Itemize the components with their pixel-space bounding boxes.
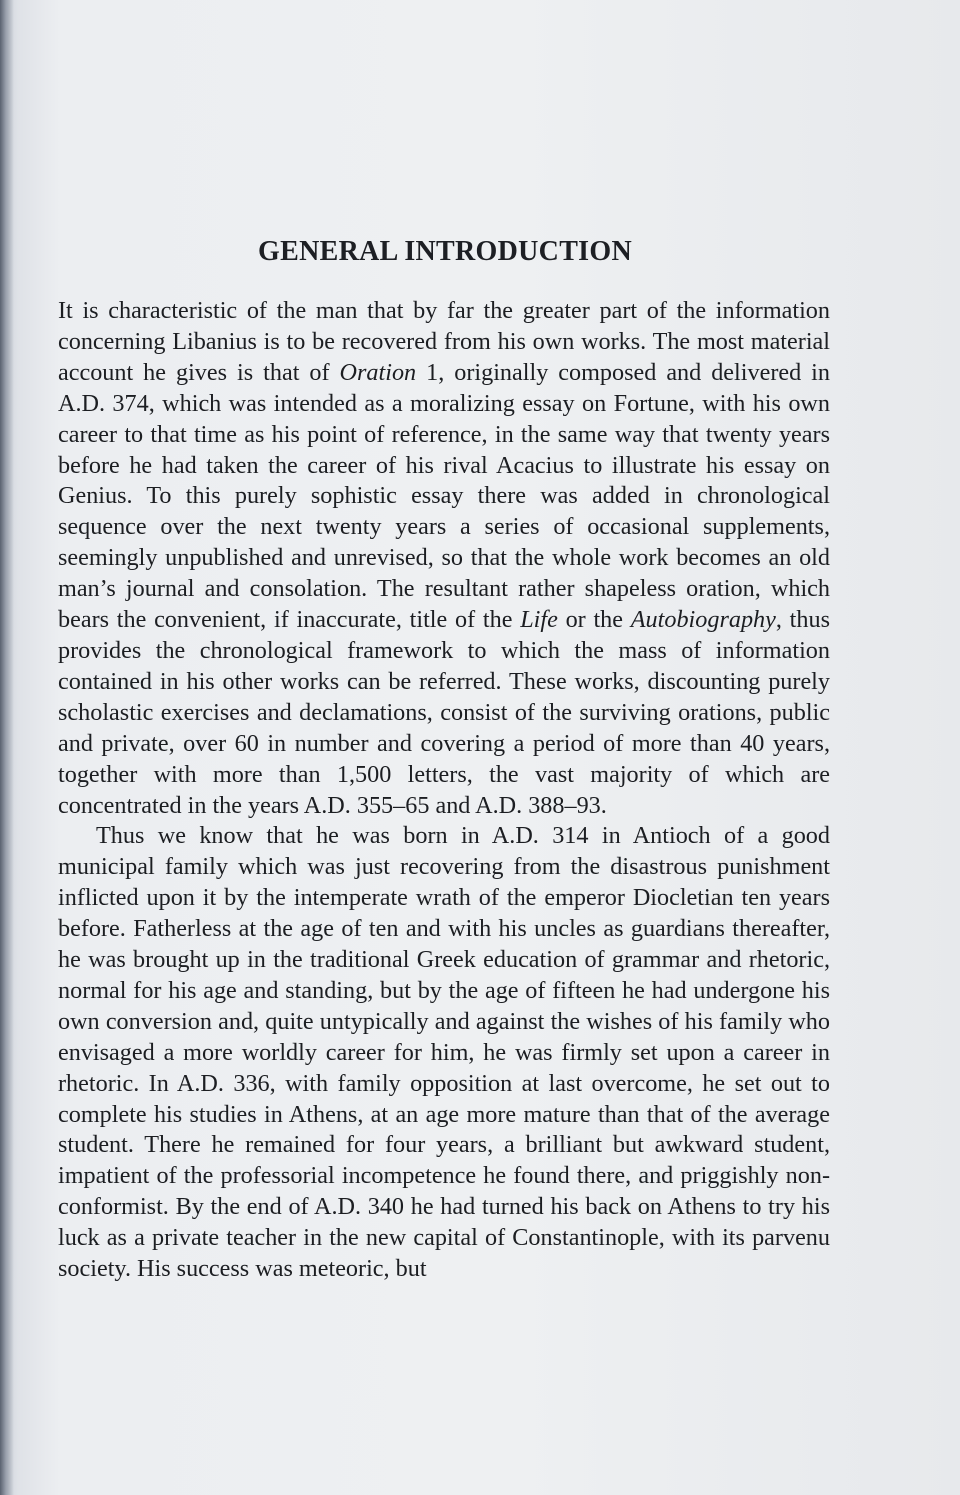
paragraph-1-text: 1, originally composed and delivered in A.D. 374, which was intended as a moralizing essay on Fortune, with his own career to that time as his point of reference, in the same way that twenty years before he had taken the career of his rival Acacius to illustrate his essay on Genius. To this purely sophistic essay there was added in chronological sequence over the next twenty years a series of occasional supplements, seemingly unpublished and unrevised, so that the whole work becomes an old man’s journal and consolation. The resultant rather shapeless oration, which bears the convenient, if inaccurate, title of the — [58, 358, 830, 634]
book-spine-shadow — [0, 0, 14, 1495]
title-life: Life — [520, 606, 558, 634]
chapter-heading: GENERAL INTRODUCTION — [258, 236, 632, 267]
paragraph-1 — [58, 296, 830, 821]
body-text — [58, 296, 830, 1285]
paragraph-1-text: , thus provides the chronological framework to which the mass of information contained in his other works can be referred. These works, discounting purely scholastic exercises and declamations, consist of the surviving orations, public and private, over 60 in number and covering a period of more than 40 years, together with more than 1,500 letters, the vast majority of which are concentrated in the years A.D. 355–65 and A.D. 388–93. — [58, 606, 831, 819]
paragraph-1-text: It is characteristic of the man that by far the greater part of the information concerning Libanius is to be recovered from his own works. The most material account he gives is that of — [58, 297, 830, 386]
paragraph-2: Thus we know that he was born in A.D. 314 in Antioch of a good municipal family which was just recovering from the disastrous punishment inflicted upon it by the intemperate wrath of the emperor Diocletian ten years before. Fatherless at the age of ten and with his uncles as guardians thereafter, he was brought up in the traditional Greek education of grammar and rhetoric, normal for his age and standing, but by the age of fifteen he had undergone his own conversion and, quite untypically and against the wishes of his family who envisaged a more worldly career for him, he was firmly set upon a career in rhetoric. In A.D. 336, with family opposition at last overcome, he set out to complete his studies in Athens, at an age more mature than that of the average student. There he remained for four years, a brilliant but awkward student, impatient of the professorial incompetence he found there, and priggishly non-conformist. By the end of A.D. 340 he had turned his back on Athens to try his luck as a private teacher in the new capital of Constantinople, with its parvenu society. His success was meteoric, but — [58, 822, 830, 1283]
title-oration: Oration — [339, 358, 417, 386]
paragraph-1-text: or the — [557, 606, 631, 634]
title-autobiography: Autobiography — [630, 606, 776, 634]
